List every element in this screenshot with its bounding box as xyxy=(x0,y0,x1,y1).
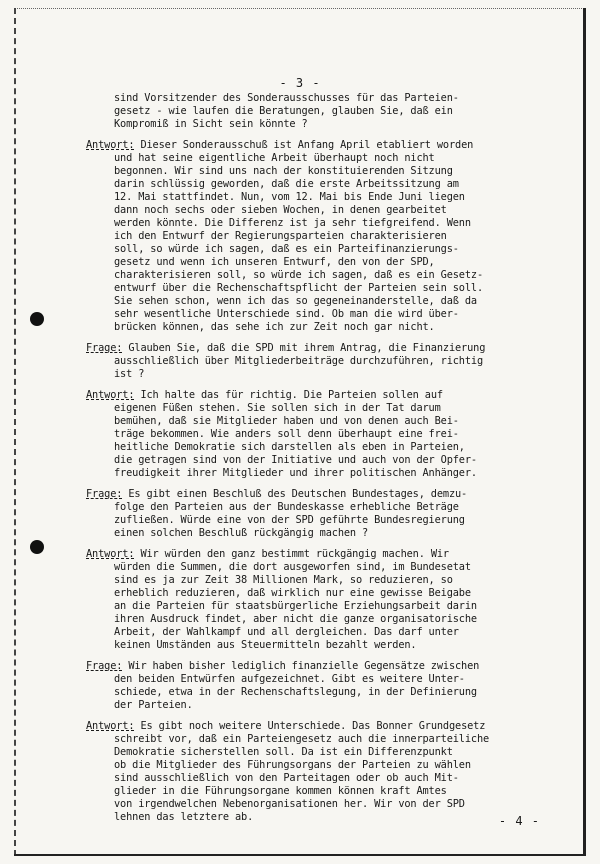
text-fragment: Wir haben bisher lediglich finanzielle Gegensätze zwischen xyxy=(122,660,480,672)
text-line: erheblich reduzieren, daß wirklich nur eine gewisse Beigabe xyxy=(114,587,471,599)
text-line: Demokratie sicherstellen soll. Da ist ein Differenzpunkt xyxy=(114,746,453,758)
qa-list xyxy=(86,139,566,824)
text-line: Kompromiß in Sicht sein könnte ? xyxy=(114,118,308,130)
text-line: sind es ja zur Zeit 38 Millionen Mark, so reduzieren, so xyxy=(114,574,453,586)
text-line: träge bekommen. Wie anders soll denn überhaupt eine frei- xyxy=(114,428,459,440)
text-line: keinen Umständen aus Steuermitteln bezahlt werden. xyxy=(114,639,417,651)
answer-paragraph xyxy=(86,548,566,652)
text-line: Arbeit, der Wahlkampf und all dergleichen. Das darf unter xyxy=(114,626,459,638)
text-line: ob die Mitglieder des Führungsorgans der Parteien zu wählen xyxy=(114,759,471,771)
text-line: von irgendwelchen Nebenorganisationen her. Wir von der SPD xyxy=(114,798,465,810)
text-fragment: Dieser Sonderausschuß ist Anfang April etabliert worden xyxy=(134,139,474,151)
text-line: würden die Summen, die dort ausgeworfen sind, im Bundesetat xyxy=(114,561,471,573)
text-line: schreibt vor, daß ein Parteiengesetz auch die innerparteiliche xyxy=(114,733,490,745)
text-line: darin schlüssig geworden, daß die erste Arbeitssitzung am xyxy=(114,178,459,190)
text-line: den beiden Entwürfen aufgezeichnet. Gibt es weitere Unter- xyxy=(114,673,465,685)
text-line: ausschließlich über Mitgliederbeiträge durchzuführen, richtig xyxy=(114,355,484,367)
text-line: brücken können, das sehe ich zur Zeit noch gar nicht. xyxy=(114,321,435,333)
text-line: begonnen. Wir sind uns nach der konstituierenden Sitzung xyxy=(114,165,453,177)
text-line xyxy=(86,548,566,561)
text-line: schiede, etwa in der Rechenschaftslegung, in der Definierung xyxy=(114,686,477,698)
text-line: folge den Parteien aus der Bundeskasse erhebliche Beträge xyxy=(114,501,459,513)
text-line: sind Vorsitzender des Sonderausschusses für das Parteien- xyxy=(114,92,459,104)
text-line xyxy=(86,660,566,673)
next-page-marker: - 4 - xyxy=(498,814,540,828)
speaker-label: Antwort: xyxy=(86,720,135,732)
text-line xyxy=(86,488,566,501)
text-fragment: Ich halte das für richtig. Die Parteien sollen auf xyxy=(134,389,443,401)
speaker-label: Antwort: xyxy=(86,548,135,560)
page-border-bottom xyxy=(14,854,586,856)
text-line: die getragen sind von der Initiative und auch von der Opfer- xyxy=(114,454,477,466)
text-line: an die Parteien für staatsbürgerliche Erziehungsarbeit darin xyxy=(114,600,477,612)
intro-paragraph xyxy=(86,92,566,131)
text-fragment: Es gibt einen Beschluß des Deutschen Bundestages, demzu- xyxy=(122,488,468,500)
text-line: soll, so würde ich sagen, daß es ein Parteifinanzierungs- xyxy=(114,243,459,255)
page-border-top xyxy=(14,8,586,9)
speaker-label: Frage: xyxy=(86,488,123,500)
speaker-label: Frage: xyxy=(86,660,123,672)
text-line: heitliche Demokratie sich darstellen als eben in Parteien, xyxy=(114,441,465,453)
question-paragraph xyxy=(86,660,566,712)
text-line: lehnen das letztere ab. xyxy=(114,811,254,823)
page-border-right xyxy=(583,8,586,856)
text-fragment: Glauben Sie, daß die SPD mit ihrem Antrag, die Finanzierung xyxy=(122,342,486,354)
document-body xyxy=(86,92,566,832)
text-line xyxy=(86,389,566,402)
question-paragraph xyxy=(86,488,566,540)
text-line: werden könnte. Die Differenz ist ja sehr tiefgreifend. Wenn xyxy=(114,217,471,229)
text-fragment: Es gibt noch weitere Unterschiede. Das Bonner Grundgesetz xyxy=(134,720,486,732)
text-line: Sie sehen schon, wenn ich das so gegeneinanderstelle, daß da xyxy=(114,295,477,307)
text-line: sind ausschließlich von den Parteitagen oder ob auch Mit- xyxy=(114,772,459,784)
text-line: einen solchen Beschluß rückgängig machen ? xyxy=(114,527,369,539)
punch-hole-icon xyxy=(30,312,44,326)
text-line: freudigkeit ihrer Mitglieder und ihrer politischen Anhänger. xyxy=(114,467,477,479)
speaker-label: Frage: xyxy=(86,342,123,354)
text-line xyxy=(86,342,566,355)
answer-paragraph xyxy=(86,139,566,334)
text-line: ist ? xyxy=(114,368,145,380)
text-line: der Parteien. xyxy=(114,699,193,711)
text-line: zufließen. Würde eine von der SPD geführte Bundesregierung xyxy=(114,514,465,526)
text-line: glieder in die Führungsorgane kommen können kraft Amtes xyxy=(114,785,447,797)
text-line xyxy=(86,720,566,733)
answer-paragraph xyxy=(86,389,566,480)
text-fragment: Wir würden den ganz bestimmt rückgängig machen. Wir xyxy=(134,548,449,560)
text-line: bemühen, daß sie Mitglieder haben und von denen auch Bei- xyxy=(114,415,459,427)
answer-paragraph xyxy=(86,720,566,824)
speaker-label: Antwort: xyxy=(86,139,135,151)
text-line: dann noch sechs oder sieben Wochen, in denen gearbeitet xyxy=(114,204,447,216)
text-line: charakterisieren soll, so würde ich sagen, daß es ein Gesetz- xyxy=(114,269,484,281)
text-line: ihren Ausdruck findet, aber nicht die ganze organisatorische xyxy=(114,613,477,625)
text-line: entwurf über die Rechenschaftspflicht der Parteien sein soll. xyxy=(114,282,484,294)
text-line: eigenen Füßen stehen. Sie sollen sich in der Tat darum xyxy=(114,402,441,414)
text-line: sehr wesentliche Unterschiede sind. Ob man die wird über- xyxy=(114,308,459,320)
text-line: gesetz - wie laufen die Beratungen, glauben Sie, daß ein xyxy=(114,105,453,117)
text-line: und hat seine eigentliche Arbeit überhaupt noch nicht xyxy=(114,152,435,164)
question-paragraph xyxy=(86,342,566,381)
text-line: gesetz und wenn ich unseren Entwurf, den von der SPD, xyxy=(114,256,435,268)
punch-hole-icon xyxy=(30,540,44,554)
page-number: - 3 - xyxy=(279,76,321,90)
page-border-left xyxy=(14,8,16,856)
text-line: ich den Entwurf der Regierungsparteien charakterisieren xyxy=(114,230,447,242)
text-line: 12. Mai stattfindet. Nun, vom 12. Mai bis Ende Juni liegen xyxy=(114,191,465,203)
speaker-label: Antwort: xyxy=(86,389,135,401)
text-line xyxy=(86,139,566,152)
